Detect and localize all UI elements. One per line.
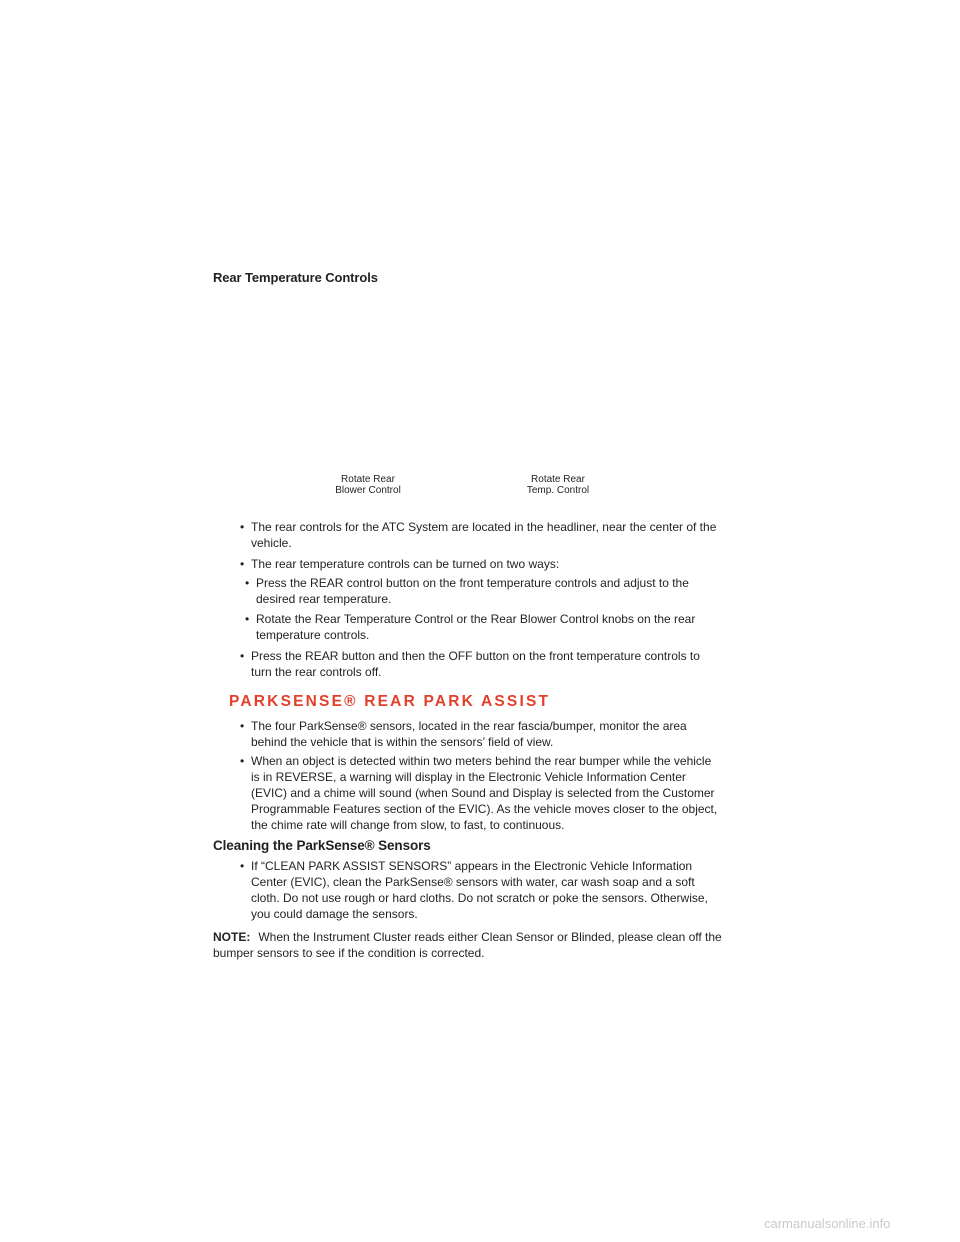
bullet-icon: • xyxy=(240,649,245,663)
list-item-text: Press the REAR button and then the OFF button on the front temperature controls to turn the rear controls off. xyxy=(251,649,700,679)
list-item-text: If “CLEAN PARK ASSIST SENSORS” appears in the Electronic Vehicle Information Center (EVIC), clean the ParkSense® sensors with water, car wash soap and a soft cloth. Do not use rough or hard cloths. Do not scratch or poke the sensors. Otherwise, you could damage the sensors. xyxy=(251,859,708,921)
rear-temperature-heading: Rear Temperature Controls xyxy=(213,270,378,285)
list-item xyxy=(240,718,720,750)
list-item xyxy=(240,556,720,572)
list-item-text: The four ParkSense® sensors, located in the rear fascia/bumper, monitor the area behind the vehicle that is within the sensors’ field of view. xyxy=(251,719,687,749)
bullet-icon: • xyxy=(245,576,250,590)
caption-temp-control xyxy=(508,474,608,496)
list-item xyxy=(240,648,720,680)
list-item-text: The rear controls for the ATC System are located in the headliner, near the center of the vehicle. xyxy=(251,520,717,550)
caption-temp-line-2: Temp. Control xyxy=(526,485,590,496)
cleaning-heading: Cleaning the ParkSense® Sensors xyxy=(213,838,431,853)
bullet-icon: • xyxy=(245,612,250,626)
caption-blower-line-1: Rotate Rear xyxy=(341,474,395,485)
list-item-text: The rear temperature controls can be turned on two ways: xyxy=(251,557,560,571)
note-label: NOTE: xyxy=(213,930,251,944)
watermark: carmanualsonline.info xyxy=(764,1216,891,1231)
caption-blower-control xyxy=(318,474,418,496)
list-item xyxy=(240,519,720,551)
bullet-icon: • xyxy=(240,557,245,571)
bullet-icon: • xyxy=(240,520,245,534)
bullet-icon: • xyxy=(240,719,245,733)
list-item xyxy=(240,858,720,922)
note-text: When the Instrument Cluster reads either Clean Sensor or Blinded, please clean off the bumper sensors to see if the condition is corrected. xyxy=(213,930,722,960)
bullet-icon: • xyxy=(240,859,245,873)
caption-temp-line-1: Rotate Rear xyxy=(531,474,585,485)
caption-blower-line-2: Blower Control xyxy=(335,485,401,496)
list-item xyxy=(240,753,720,833)
sub-list-item xyxy=(245,611,721,643)
list-item-text: When an object is detected within two meters behind the rear bumper while the vehicle is in REVERSE, a warning will display in the Electronic Vehicle Information Center (EVIC) and a chime will sound (when Sound and Display is selected from the Customer Programmable Features section of the EVIC). As the vehicle moves closer to the object, the chime rate will change from slow, to fast, to continuous. xyxy=(251,754,718,832)
section-title: PARKSENSE® REAR PARK ASSIST xyxy=(229,693,551,710)
sub-list-item xyxy=(245,575,721,607)
list-item-text: Rotate the Rear Temperature Control or the Rear Blower Control knobs on the rear temperature controls. xyxy=(256,612,696,642)
bullet-icon: • xyxy=(240,754,245,768)
note-paragraph xyxy=(213,929,723,961)
list-item-text: Press the REAR control button on the front temperature controls and adjust to the desired rear temperature. xyxy=(256,576,689,606)
